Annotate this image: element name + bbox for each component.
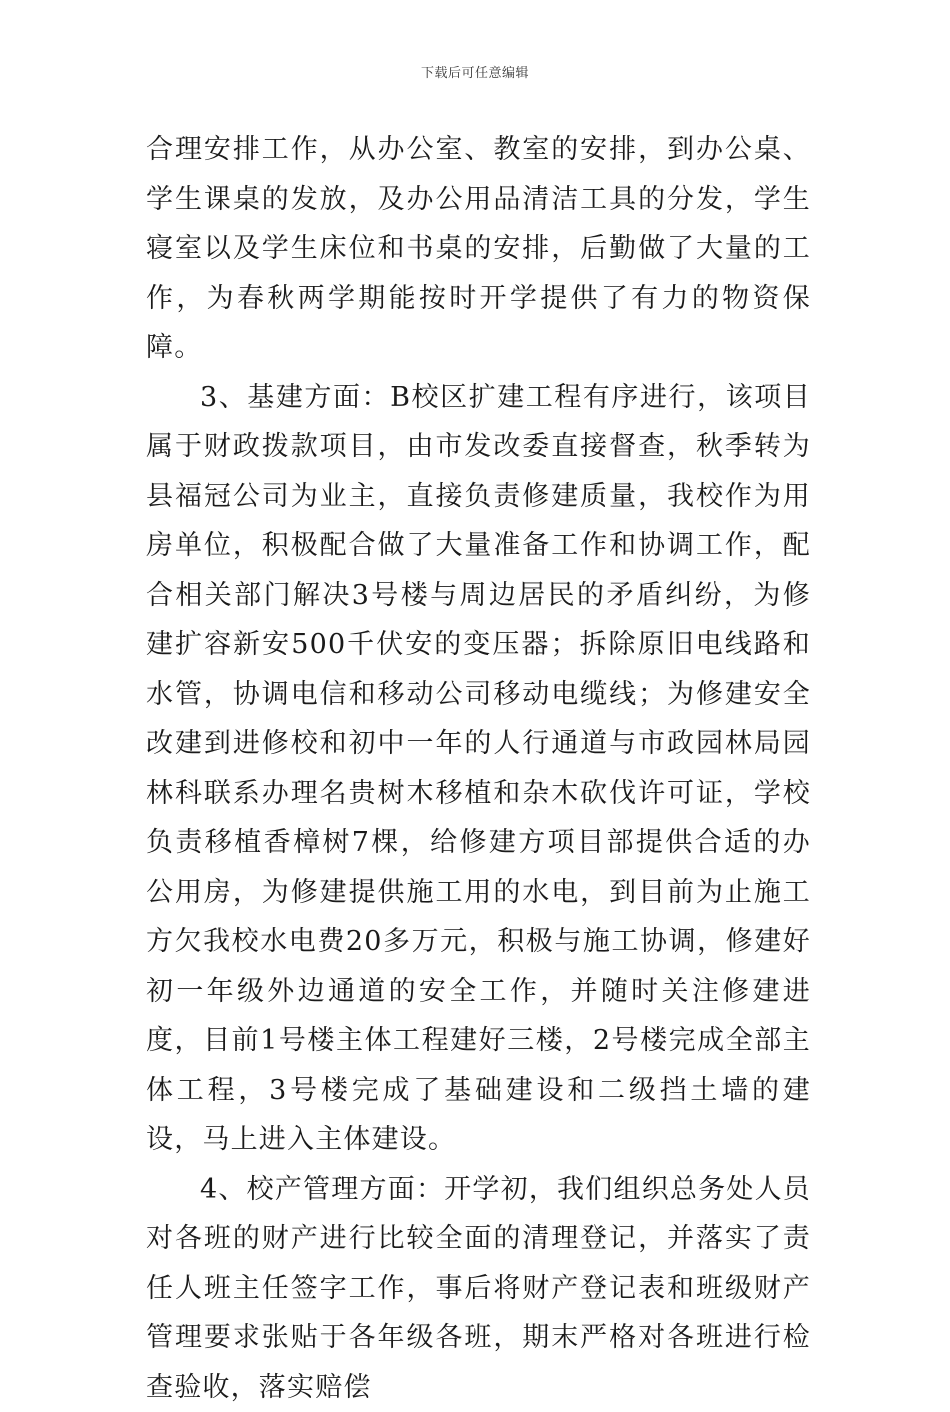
page-header: 下载后可任意编辑 xyxy=(0,66,950,82)
paragraph-logistics: 合理安排工作，从办公室、教室的安排，到办公桌、学生课桌的发放，及办公用品清洁工具的分发，学生寝室以及学生床位和书桌的安排，后勤做了大量的工作，为春秋两学期能按时开学提供了有力的物资保障。 xyxy=(146,125,811,373)
paragraph-asset-management: 4、校产管理方面：开学初，我们组织总务处人员对各班的财产进行比较全面的清理登记，并落实了责任人班主任签字工作，事后将财产登记表和班级财产管理要求张贴于各年级各班，期末严格对各班进行检查验收，落实赔偿 xyxy=(146,1165,811,1412)
paragraph-construction: 3、基建方面：B校区扩建工程有序进行，该项目属于财政拨款项目，由市发改委直接督查，秋季转为县福冠公司为业主，直接负责修建质量，我校作为用房单位，积极配合做了大量准备工作和协调工作，配合相关部门解决3号楼与周边居民的矛盾纠纷，为修建扩容新安500千伏安的变压器；拆除原旧电线路和水管，协调电信和移动公司移动电缆线；为修建安全改建到进修校和初中一年的人行通道与市政园林局园林科联系办理名贵树木移植和杂木砍伐许可证，学校负责移植香樟树7棵，给修建方项目部提供合适的办公用房，为修建提供施工用的水电，到目前为止施工方欠我校水电费20多万元，积极与施工协调，修建好初一年级外边通道的安全工作，并随时关注修建进度，目前1号楼主体工程建好三楼，2号楼完成全部主体工程，3号楼完成了基础建设和二级挡土墙的建设，马上进入主体建设。 xyxy=(146,373,811,1165)
document-body xyxy=(146,125,811,1412)
